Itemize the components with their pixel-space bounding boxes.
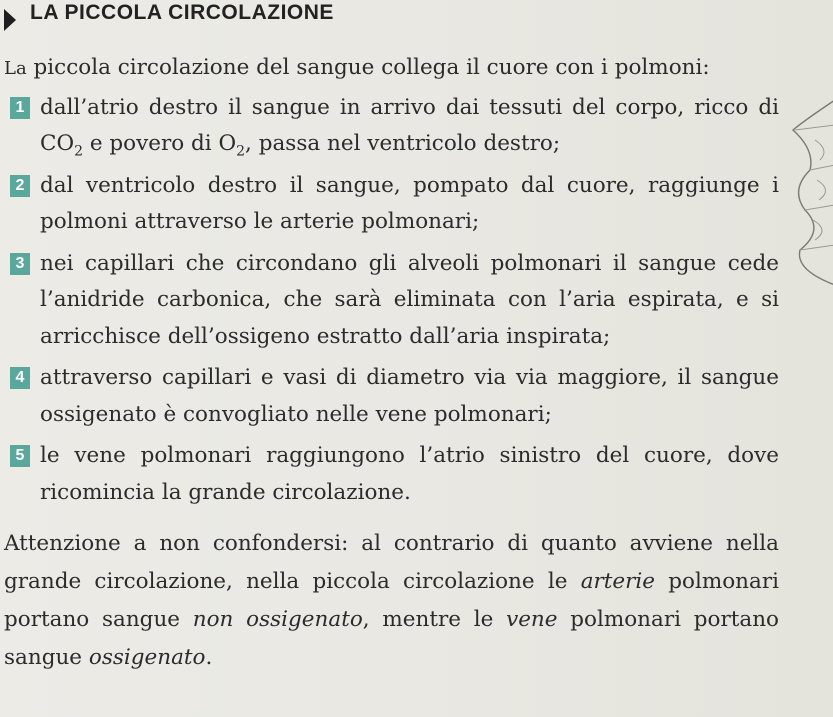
section-header — [4, 0, 334, 40]
step-number-badge: 1 — [10, 97, 30, 119]
list-item — [4, 168, 779, 241]
main-content — [4, 50, 779, 699]
warning-note: Attenzione a non confondersi: al contrario di quanto avviene nella grande circolazione, nella piccola circolazione le arterie polmonari portano sangue non ossigenato, mentre le vene polmonari portano sangue ossigenato. — [4, 531, 779, 670]
lung-alveoli-illustration — [775, 80, 833, 290]
step-number-badge: 5 — [10, 445, 30, 467]
arrow-bullet-icon — [4, 9, 16, 31]
step-text: dall’atrio destro il sangue in arrivo dai tessuti del corpo, ricco di $CO_2$ e povero di $O_2$, passa nel ventricolo destro; — [40, 94, 779, 160]
list-item — [4, 438, 779, 511]
steps-list — [4, 90, 779, 512]
step-text: dal ventricolo destro il sangue, pompato dal cuore, raggiunge i polmoni attraverso le arterie polmonari; — [40, 172, 779, 234]
step-number-badge: 4 — [10, 367, 30, 389]
step-text: attraverso capillari e vasi di diametro via via maggiore, il sangue ossigenato è convogliato nelle vene polmonari; — [40, 365, 779, 427]
step-text: nei capillari che circondano gli alveoli polmonari il sangue cede l’anidride carbonica, che sarà eliminata con l’aria espirata, e si arricchisce dell’ossigeno estratto dall’aria inspirata; — [40, 250, 779, 349]
step-number-badge: 2 — [10, 175, 30, 197]
intro-lead: La — [4, 58, 27, 79]
list-item — [4, 246, 779, 356]
intro-paragraph — [4, 50, 779, 88]
step-text: le vene polmonari raggiungono l’atrio sinistro del cuore, dove ricomincia la grande circolazione. — [40, 443, 779, 505]
list-item — [4, 360, 779, 433]
step-number-badge: 3 — [10, 253, 30, 275]
intro-text: piccola circolazione del sangue collega il cuore con i polmoni: — [33, 55, 710, 80]
list-item — [4, 90, 779, 163]
section-title: LA PICCOLA CIRCOLAZIONE — [30, 1, 334, 24]
